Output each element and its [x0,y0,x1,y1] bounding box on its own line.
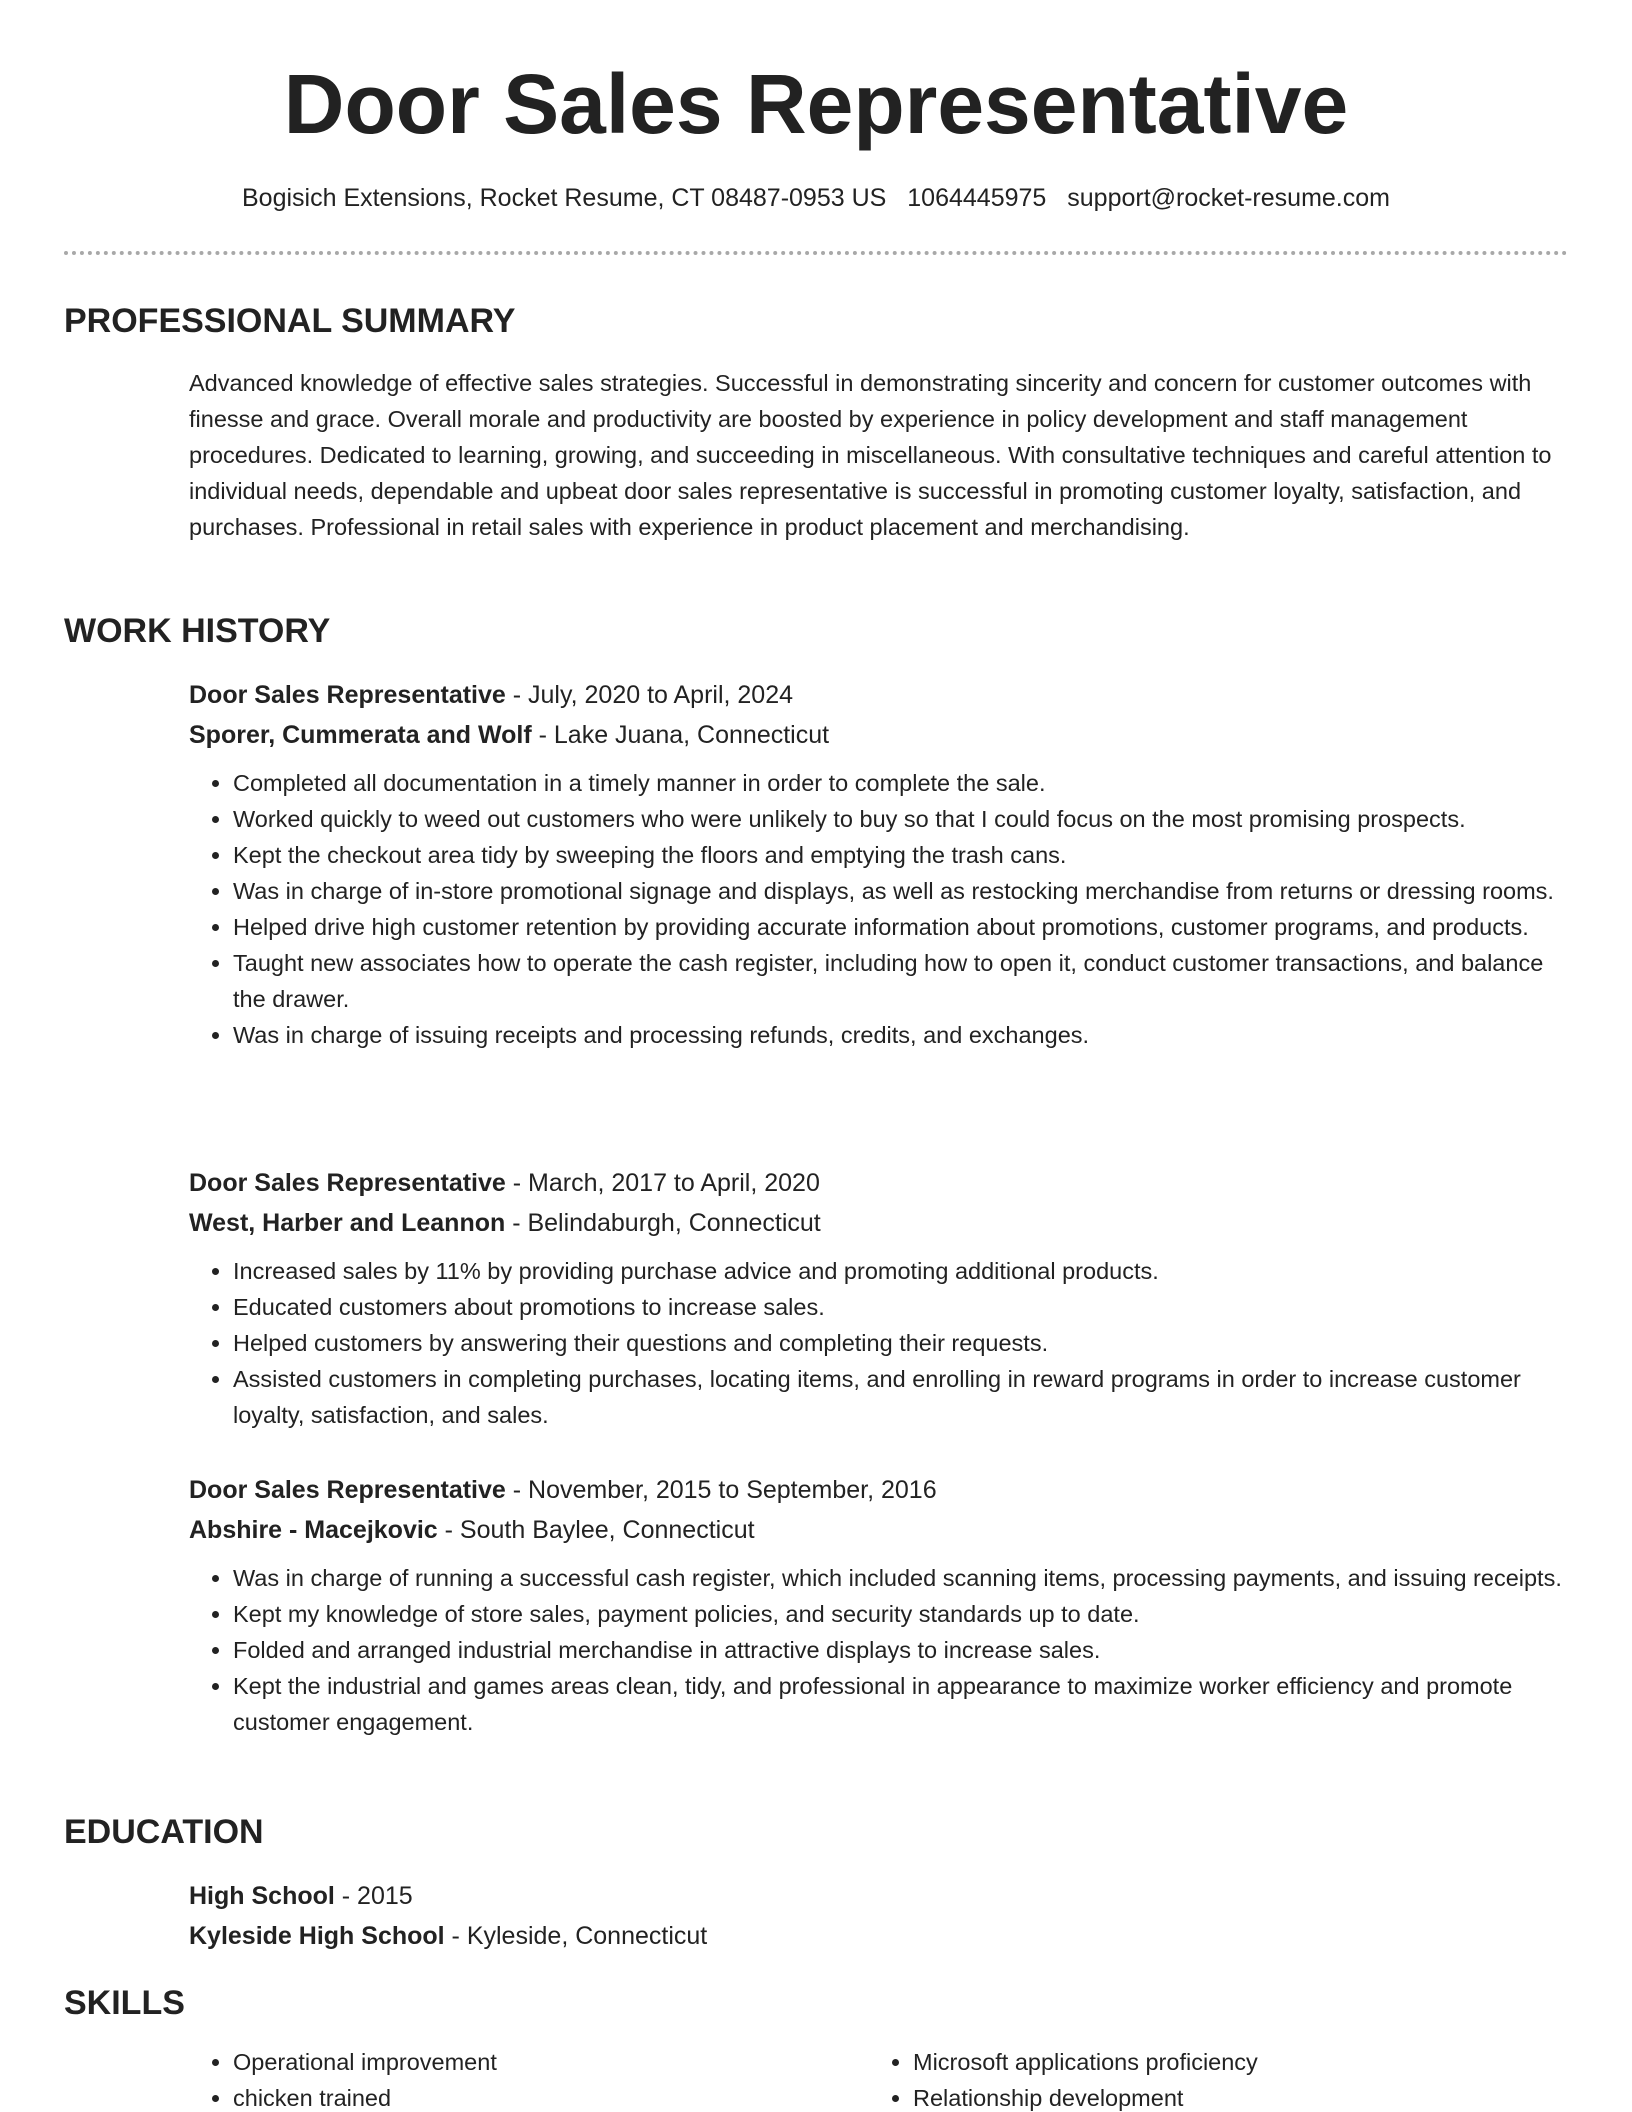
contact-address: Bogisich Extensions, Rocket Resume, CT 08487-0953 US [242,184,887,212]
job-company: West, Harber and Leannon [189,1209,506,1237]
job-company: Sporer, Cummerata and Wolf [189,721,532,749]
list-item: • Folded and arranged industrial merchandise in attractive displays to increase sales. [233,1632,1569,1668]
education-degree-line [189,1876,1569,1916]
list-item: • Kept the checkout area tidy by sweeping the floors and emptying the trash cans. [233,837,1569,873]
list-item: • Operational improvement [233,2044,869,2080]
job-dates: - November, 2015 to September, 2016 [505,1476,937,1504]
job-company-line [189,1203,1569,1243]
education-school: Kyleside High School [189,1922,445,1950]
education-entry [189,1876,1569,1956]
job-bullets [189,1253,1569,1433]
job-entry [189,1470,1569,1740]
contact-phone: 1064445975 [907,184,1047,212]
list-item: • Kept the industrial and games areas clean, tidy, and professional in appearance to maximize worker efficiency and promote customer engagement. [233,1668,1569,1740]
list-item: • Educated customers about promotions to increase sales. [233,1289,1569,1325]
summary-heading: PROFESSIONAL SUMMARY [64,302,516,340]
list-item: • Increased sales by 11% by providing purchase advice and promoting additional products. [233,1253,1569,1289]
education-location: - Kyleside, Connecticut [444,1922,708,1950]
job-title: Door Sales Representative [189,1169,506,1197]
list-item: • Helped drive high customer retention by providing accurate information about promotions, customer programs, and products. [233,909,1569,945]
education-heading: EDUCATION [64,1813,264,1851]
list-item: • Was in charge of in-store promotional signage and displays, as well as restocking merchandise from returns or dressing rooms. [233,873,1569,909]
list-item: • Was in charge of running a successful cash register, which included scanning items, processing payments, and issuing receipts. [233,1560,1569,1596]
job-title-line [189,675,1569,715]
job-company-line [189,1510,1569,1550]
job-bullets [189,1560,1569,1740]
skills-column-left [189,2044,869,2112]
list-item: • Kept my knowledge of store sales, payment policies, and security standards up to date. [233,1596,1569,1632]
list-item: • Assisted customers in completing purchases, locating items, and enrolling in reward programs in order to increase customer loyalty, satisfaction, and sales. [233,1361,1569,1433]
job-title: Door Sales Representative [189,681,506,709]
job-title-line [189,1470,1569,1510]
education-school-line [189,1916,1569,1956]
job-dates: - March, 2017 to April, 2020 [505,1169,820,1197]
list-item: • Relationship development [913,2080,1549,2112]
job-company-line [189,715,1569,755]
job-location: - Belindaburgh, Connecticut [505,1209,821,1237]
job-entry [189,675,1569,1053]
job-entry [189,1163,1569,1433]
job-location: - Lake Juana, Connecticut [531,721,830,749]
list-item: • Was in charge of issuing receipts and processing refunds, credits, and exchanges. [233,1017,1569,1053]
list-item: • Worked quickly to weed out customers who were unlikely to buy so that I could focus on the most promising prospects. [233,801,1569,837]
job-title-line [189,1163,1569,1203]
education-degree: High School [189,1882,335,1910]
job-location: - South Baylee, Connecticut [437,1516,755,1544]
list-item: • Completed all documentation in a timely manner in order to complete the sale. [233,765,1569,801]
job-title: Door Sales Representative [189,1476,506,1504]
education-year: - 2015 [334,1882,413,1910]
list-item: • Microsoft applications proficiency [913,2044,1549,2080]
list-item: • Taught new associates how to operate the cash register, including how to open it, conduct customer transactions, and balance the drawer. [233,945,1569,1017]
job-company: Abshire - Macejkovic [189,1516,438,1544]
job-dates: - July, 2020 to April, 2024 [505,681,794,709]
candidate-name: Door Sales Representative [283,57,1349,151]
skills-heading: SKILLS [64,1984,185,2022]
skills-column-right [869,2044,1549,2112]
contact-email: support@rocket-resume.com [1067,184,1390,212]
skills-list [189,2044,1569,2112]
work-history-heading: WORK HISTORY [64,612,331,650]
summary-text: Advanced knowledge of effective sales strategies. Successful in demonstrating sincerity and concern for customer outcomes with finesse and grace. Overall morale and productivity are boosted by experience in policy development and staff management procedures. Dedicated to learning, growing, and succeeding in miscellaneous. With consultative techniques and careful attention to individual needs, dependable and upbeat door sales representative is successful in promoting customer loyalty, satisfaction, and purchases. Professional in retail sales with experience in product placement and merchandising. [189,370,1552,540]
list-item: • chicken trained [233,2080,869,2112]
contact-line [0,180,1632,216]
job-bullets [189,765,1569,1053]
list-item: • Helped customers by answering their questions and completing their requests. [233,1325,1569,1361]
header-divider [64,251,1568,255]
